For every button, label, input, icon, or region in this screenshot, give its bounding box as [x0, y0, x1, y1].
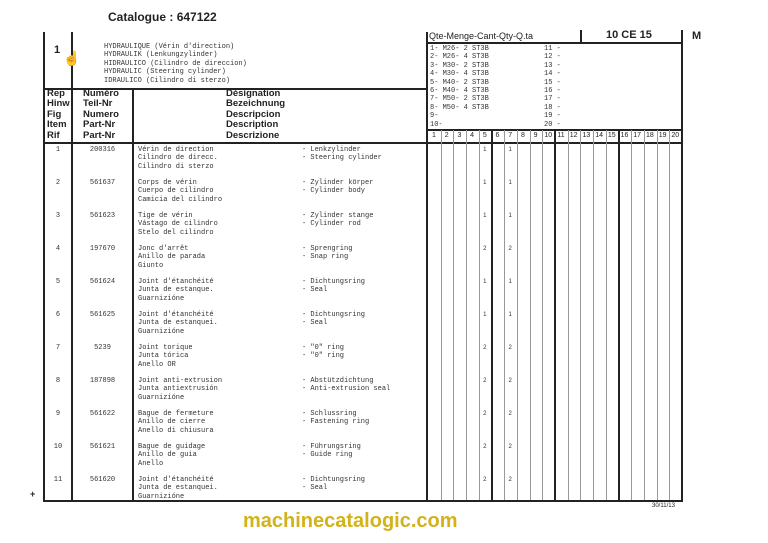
variant-item: 13 - — [544, 61, 561, 70]
row-designation-es: Anillo de guia — [138, 451, 197, 460]
row-designation-fr: Bague de guidage — [138, 443, 206, 451]
variant-item: 9- — [430, 112, 439, 121]
variant-item: 16 - — [544, 87, 561, 96]
row-designation-it: Anello — [138, 459, 164, 468]
variant-item: 10- — [430, 120, 443, 129]
row-designation-es: Cuerpo de cilindro — [138, 187, 214, 196]
row-designation-fr: Joint torique — [138, 344, 193, 352]
row-qty-col7: 1 — [508, 312, 512, 318]
row-designation-de: - Dichtungsring — [302, 476, 366, 484]
row-designation-it: Cilindro di sterzo — [138, 162, 214, 171]
row-part-number[interactable]: 561621 — [89, 443, 116, 451]
row-part-number[interactable]: 561625 — [89, 311, 116, 319]
row-designation-de: - Dichtungsring — [302, 278, 366, 286]
row-qty-col5: 2 — [483, 378, 487, 384]
row-designation-it: Anello OR — [138, 360, 176, 369]
qty-column-header: 4 — [470, 132, 475, 139]
row-designation-de: - "0" ring — [302, 344, 345, 352]
row-qty-col7: 2 — [508, 246, 512, 252]
row-designation-en: - Cylinder body — [302, 187, 366, 196]
row-designation-es: Anillo de cierre — [138, 418, 206, 427]
qty-column-header: 11 — [557, 132, 565, 139]
divider — [426, 32, 428, 502]
row-qty-col5: 1 — [483, 180, 487, 186]
catalogue-number: 647122 — [176, 10, 217, 24]
variant-list-left — [430, 45, 489, 129]
row-part-number[interactable]: 187898 — [89, 377, 116, 385]
row-qty-col5: 1 — [483, 279, 487, 285]
row-rep: 6 — [55, 311, 61, 319]
qty-column-header: 3 — [457, 132, 462, 139]
row-designation-en: - Steering cylinder — [302, 154, 382, 163]
row-qty-col5: 2 — [483, 444, 487, 450]
frame-left — [43, 32, 45, 502]
row-part-number[interactable]: 561620 — [89, 476, 116, 484]
divider — [71, 32, 73, 502]
row-qty-col7: 1 — [508, 279, 512, 285]
header-line: Désignation — [226, 88, 281, 99]
row-designation-de: - Schlussring — [302, 410, 357, 418]
grid-line — [644, 130, 645, 500]
group-titles — [104, 43, 247, 85]
grid-line — [606, 130, 607, 500]
row-designation-en: - Cylinder rod — [302, 220, 361, 229]
row-designation-de: - Zylinder stange — [302, 212, 374, 220]
qty-column-header: 12 — [569, 132, 578, 139]
row-qty-col7: 1 — [508, 213, 512, 219]
catalogue-title — [108, 10, 217, 24]
variant-item: 1- M26- 2 ST3B — [430, 45, 489, 53]
row-designation-en: - "0" ring — [302, 352, 345, 361]
header-numero — [83, 89, 119, 141]
row-designation-en: - Seal — [302, 484, 328, 493]
grid-line — [593, 130, 594, 500]
header-line: Bezeichnung — [226, 98, 286, 110]
row-designation-fr: Joint d'étanchéité — [138, 476, 214, 484]
divider — [580, 30, 582, 42]
grid-line — [580, 130, 581, 500]
variant-item: 7- M50- 2 ST3B — [430, 95, 489, 104]
row-part-number[interactable]: 5239 — [94, 344, 111, 352]
row-designation-de: - Zylinder körper — [302, 179, 374, 187]
row-designation-it: Stelo del cilindro — [138, 228, 214, 237]
row-designation-fr: Tige de vérin — [138, 212, 193, 220]
row-qty-col5: 2 — [483, 477, 487, 483]
variant-item: 18 - — [544, 103, 561, 112]
grid-line — [453, 130, 454, 500]
row-rep: 3 — [55, 212, 61, 220]
row-designation-it: Guarnizióne — [138, 393, 185, 402]
row-designation-es: Cilindro de direcc. — [138, 154, 218, 163]
header-line: Descripcion — [226, 108, 281, 120]
grid-line — [542, 130, 543, 500]
variant-item: 2- M26- 4 ST3B — [430, 53, 489, 62]
header-line: Hinw — [47, 98, 70, 110]
grid-line — [530, 130, 531, 500]
row-designation-en: - Seal — [302, 286, 328, 295]
row-designation-it: Camicia del cilindro — [138, 195, 223, 204]
variant-item: 12 - — [544, 53, 561, 62]
model-code: 10 CE 15 — [606, 29, 652, 41]
grid-line — [618, 130, 620, 500]
grid-line — [491, 130, 493, 500]
group-rep: 1 — [54, 44, 61, 56]
header-designation — [226, 89, 285, 141]
catalogue-label: Catalogue : — [108, 10, 174, 24]
marker: M — [692, 30, 702, 42]
row-rep: 1 — [55, 146, 61, 154]
row-designation-de: - Sprengring — [302, 245, 353, 253]
row-qty-col7: 1 — [508, 147, 512, 153]
row-rep: 7 — [55, 344, 61, 352]
header-line: Rep — [47, 88, 65, 99]
qty-column-header: 6 — [495, 132, 500, 139]
qty-column-header: 17 — [633, 132, 642, 139]
row-designation-fr: Jonc d'arrêt — [138, 245, 189, 253]
row-designation-en: - Seal — [302, 319, 328, 328]
row-rep: 8 — [55, 377, 61, 385]
qty-column-header: 2 — [444, 132, 449, 139]
watermark: machinecatalogic.com — [243, 510, 458, 532]
plus-mark: + — [30, 489, 36, 499]
header-line: Teil-Nr — [83, 98, 113, 110]
row-part-number[interactable]: 561637 — [89, 179, 116, 187]
qty-column-header: 13 — [582, 132, 591, 139]
qty-column-header: 8 — [520, 132, 525, 139]
grid-line — [466, 130, 467, 500]
group-title: HYDRAULIK (Lenkungzylinder) — [104, 51, 218, 60]
variant-item: 8- M50- 4 ST3B — [430, 103, 489, 112]
row-rep: 2 — [55, 179, 61, 187]
row-designation-es: Junta tórica — [138, 352, 189, 361]
row-designation-en: - Snap ring — [302, 253, 349, 262]
row-designation-es: Junta de estanquei. — [138, 319, 218, 328]
variant-item: 5- M40- 2 ST3B — [430, 78, 489, 87]
row-qty-col5: 1 — [483, 147, 487, 153]
group-title: HYDRAULIQUE (Vérin d'direction) — [104, 43, 235, 51]
row-qty-col7: 2 — [508, 444, 512, 450]
row-designation-en: - Anti-extrusion seal — [302, 385, 391, 394]
date: 30/11/13 — [652, 503, 675, 509]
header-line: Fig — [47, 108, 62, 120]
row-qty-col5: 2 — [483, 411, 487, 417]
row-designation-de: - Führungsring — [302, 443, 361, 451]
row-qty-col7: 1 — [508, 180, 512, 186]
qty-column-header: 20 — [671, 132, 680, 139]
divider — [132, 88, 134, 502]
row-designation-it: Guarnizióne — [138, 294, 185, 303]
row-rep: 10 — [53, 443, 63, 451]
row-designation-it: Guarnizióne — [138, 327, 185, 336]
header-line: Rif — [47, 129, 60, 141]
qty-label: Qte-Menge-Cant-Qty-Q.ta — [429, 31, 534, 41]
row-designation-es: Vástago de cilindro — [138, 220, 218, 229]
group-title: IDRAULICO (Cilindro di sterzo) — [104, 76, 231, 85]
header-line: Item — [47, 119, 67, 131]
qty-column-header: 15 — [607, 132, 616, 139]
divider — [426, 42, 683, 44]
header-line: Description — [226, 119, 279, 131]
row-part-number[interactable]: 561623 — [89, 212, 116, 220]
row-qty-col5: 2 — [483, 345, 487, 351]
header-line: Numéro — [83, 88, 119, 99]
row-designation-de: - Lenkzylinder — [302, 146, 361, 154]
grid-line — [568, 130, 569, 500]
row-qty-col7: 2 — [508, 411, 512, 417]
row-rep: 9 — [55, 410, 61, 418]
grid-line — [554, 130, 556, 500]
header-line: Descrizione — [226, 129, 280, 141]
variant-item: 6- M40- 4 ST3B — [430, 87, 489, 96]
row-designation-fr: Vérin de direction — [138, 146, 214, 154]
row-qty-col7: 2 — [508, 378, 512, 384]
header-line: Numero — [83, 108, 119, 120]
grid-line — [441, 130, 442, 500]
group-title: HIDRAULICO (Cilindro de direccion) — [104, 59, 247, 68]
variant-item: 4- M30- 4 ST3B — [430, 70, 489, 79]
variant-list-right — [544, 45, 561, 129]
divider — [43, 142, 683, 144]
qty-column-header: 9 — [533, 132, 538, 139]
row-designation-es: Junta antiextrusión — [138, 385, 218, 394]
qty-column-header: 10 — [544, 132, 553, 139]
row-designation-it: Anello di chiusura — [138, 426, 214, 435]
row-qty-col5: 1 — [483, 312, 487, 318]
qty-column-header: 14 — [595, 132, 603, 139]
row-designation-en: - Fastening ring — [302, 418, 370, 427]
row-designation-fr: Corps de vérin — [138, 179, 197, 187]
header-line: Part-Nr — [83, 119, 116, 131]
header-rep — [47, 89, 70, 141]
grid-line — [517, 130, 518, 500]
row-designation-es: Anillo de parada — [138, 253, 206, 262]
row-part-number[interactable]: 200316 — [89, 146, 116, 154]
row-qty-col5: 2 — [483, 246, 487, 252]
variant-item: 15 - — [544, 78, 561, 87]
hand-cursor-icon: ☝ — [63, 50, 81, 66]
row-designation-en: - Guide ring — [302, 451, 353, 460]
qty-column-header: 5 — [482, 132, 487, 139]
variant-item: 17 - — [544, 95, 561, 104]
row-designation-de: - Abstützdichtung — [302, 377, 374, 385]
row-part-number[interactable]: 561624 — [89, 278, 116, 286]
row-designation-it: Guarnizióne — [138, 492, 185, 501]
row-part-number[interactable]: 561622 — [89, 410, 116, 418]
row-rep: 4 — [55, 245, 61, 253]
grid-line — [657, 130, 658, 500]
row-rep: 11 — [53, 476, 63, 484]
row-part-number[interactable]: 197670 — [89, 245, 116, 253]
row-designation-fr: Joint d'étanchéité — [138, 278, 214, 286]
qty-column-header: 16 — [620, 132, 629, 139]
row-designation-es: Junta de estanque. — [138, 286, 214, 295]
row-designation-it: Giunto — [138, 261, 164, 270]
header-line: Part-Nr — [83, 129, 116, 141]
row-designation-es: Junta de estanquei. — [138, 484, 218, 493]
frame-right — [681, 30, 683, 502]
grid-line — [669, 130, 670, 500]
row-rep: 5 — [55, 278, 61, 286]
grid-line — [631, 130, 632, 500]
row-qty-col5: 1 — [483, 213, 487, 219]
variant-item: 14 - — [544, 70, 561, 79]
row-designation-fr: Joint anti-extrusion — [138, 377, 223, 385]
qty-column-header: 7 — [508, 132, 513, 139]
group-title: HYDRAULIC (Steering cylinder) — [104, 68, 226, 77]
variant-item: 3- M30- 2 ST3B — [430, 61, 489, 70]
row-designation-fr: Joint d'étanchéité — [138, 311, 214, 319]
variant-item: 11 - — [544, 45, 561, 53]
row-designation-de: - Dichtungsring — [302, 311, 366, 319]
row-qty-col7: 2 — [508, 477, 512, 483]
qty-column-header: 18 — [645, 132, 654, 139]
qty-column-header: 19 — [658, 132, 667, 139]
row-designation-fr: Bague de fermeture — [138, 410, 214, 418]
variant-item: 20 - — [544, 120, 561, 129]
qty-column-header: 1 — [432, 132, 436, 139]
row-qty-col7: 2 — [508, 345, 512, 351]
variant-item: 19 - — [544, 112, 561, 121]
